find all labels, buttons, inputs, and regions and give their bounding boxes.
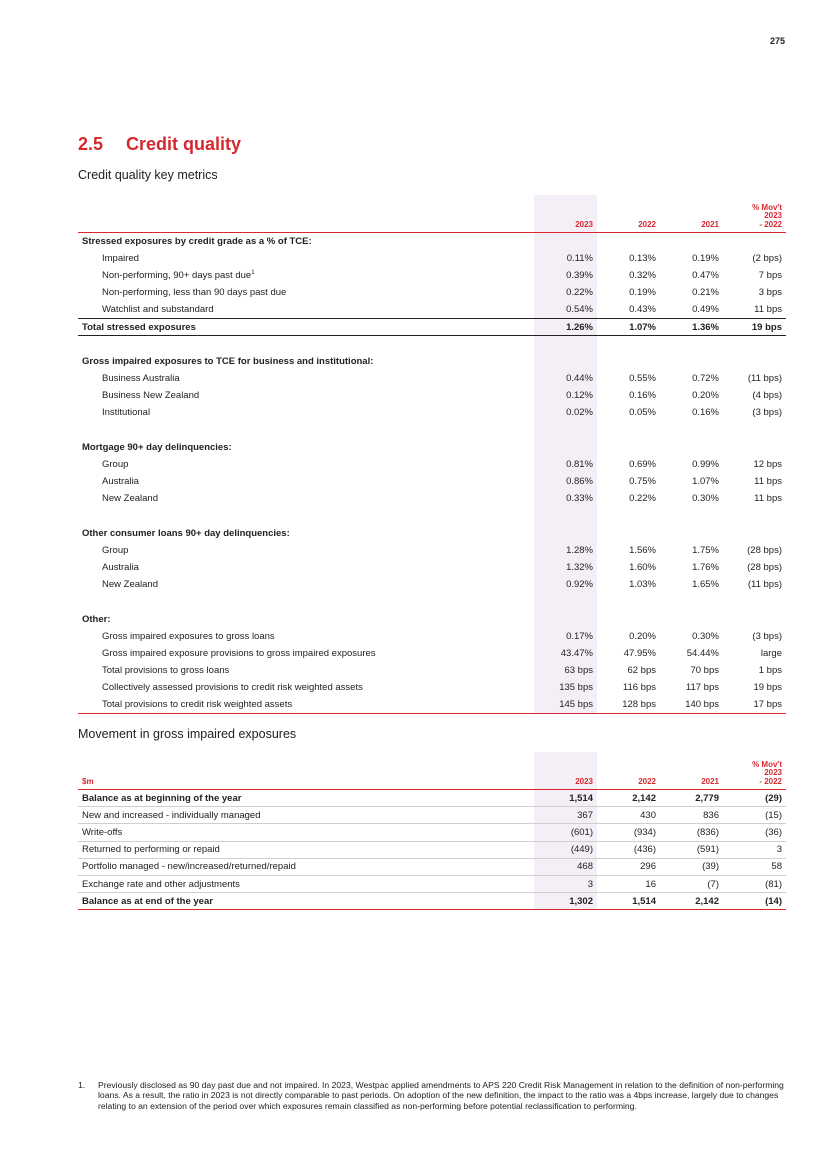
value-2022: (436) bbox=[597, 841, 660, 858]
empty-cell bbox=[597, 525, 660, 542]
header-2022: 2022 bbox=[597, 752, 660, 790]
value-movement: (28 bps) bbox=[747, 544, 782, 556]
table-row bbox=[78, 267, 786, 284]
table-row bbox=[78, 473, 786, 490]
value-2023: 135 bps bbox=[534, 679, 597, 696]
row-label: Balance as at end of the year bbox=[78, 893, 534, 910]
value-movement: (15) bbox=[723, 807, 786, 824]
table-row bbox=[78, 284, 786, 301]
row-label: Institutional bbox=[102, 407, 151, 419]
empty-cell bbox=[660, 439, 723, 456]
value-movement: (28 bps) bbox=[747, 562, 782, 574]
row-label: Business New Zealand bbox=[102, 390, 200, 402]
empty-cell bbox=[597, 593, 660, 610]
value-2022: 2,142 bbox=[597, 790, 660, 807]
empty-cell bbox=[534, 233, 597, 250]
value-2022: 0.22% bbox=[629, 493, 656, 505]
value-movement: 12 bps bbox=[753, 459, 782, 471]
closing-balance-row bbox=[78, 893, 786, 910]
empty-cell bbox=[534, 422, 597, 439]
empty-cell bbox=[534, 508, 597, 525]
table-row bbox=[78, 370, 786, 387]
empty-cell bbox=[723, 525, 786, 542]
spacer-row bbox=[78, 593, 786, 610]
empty-cell bbox=[597, 336, 660, 353]
empty-cell bbox=[78, 508, 534, 525]
value-movement: 11 bps bbox=[754, 476, 782, 488]
value-2022: 0.55% bbox=[629, 373, 656, 385]
group-heading: Mortgage 90+ day delinquencies: bbox=[82, 441, 232, 453]
value-movement: 17 bps bbox=[723, 697, 786, 714]
value-2023: 0.86% bbox=[534, 473, 597, 490]
value-2021: 0.19% bbox=[692, 252, 719, 264]
value-2021: (836) bbox=[660, 824, 723, 841]
row-label: Watchlist and substandard bbox=[102, 304, 214, 316]
value-2021: 70 bps bbox=[690, 665, 719, 677]
value-2021: 1.36% bbox=[660, 318, 723, 335]
value-2023: (601) bbox=[534, 824, 597, 841]
value-2021: 0.30% bbox=[692, 630, 719, 642]
value-2021: 0.47% bbox=[692, 269, 719, 281]
value-2021: 2,779 bbox=[660, 790, 723, 807]
empty-cell bbox=[534, 336, 597, 353]
table-row bbox=[78, 456, 786, 473]
empty-cell bbox=[534, 439, 597, 456]
row-label: Collectively assessed provisions to credit risk weighted assets bbox=[102, 682, 363, 694]
value-2022: 62 bps bbox=[627, 665, 656, 677]
value-2022: 16 bbox=[597, 875, 660, 892]
table-row bbox=[78, 387, 786, 404]
header-2021: 2021 bbox=[660, 752, 723, 790]
empty-cell bbox=[660, 336, 723, 353]
value-movement: (11 bps) bbox=[747, 579, 782, 591]
table-row bbox=[78, 250, 786, 267]
empty-cell bbox=[723, 422, 786, 439]
value-movement: 19 bps bbox=[753, 682, 782, 694]
empty-cell bbox=[660, 611, 723, 628]
value-movement: (2 bps) bbox=[752, 252, 782, 264]
value-2021: 0.20% bbox=[692, 390, 719, 402]
value-2023: 367 bbox=[534, 807, 597, 824]
total-row bbox=[78, 318, 786, 335]
empty-cell bbox=[723, 353, 786, 370]
value-2023: 1,302 bbox=[534, 893, 597, 910]
value-2021: 1.76% bbox=[692, 562, 719, 574]
header-2021: 2021 bbox=[660, 195, 723, 233]
value-2023: 468 bbox=[534, 858, 597, 875]
group-heading-row bbox=[78, 233, 786, 250]
value-2022: 0.43% bbox=[629, 304, 656, 316]
section-number: 2.5 bbox=[78, 134, 104, 154]
value-movement: (36) bbox=[723, 824, 786, 841]
value-movement: 19 bps bbox=[723, 318, 786, 335]
value-2023: 1.32% bbox=[534, 559, 597, 576]
footnote-number: 1. bbox=[78, 1080, 86, 1090]
section-title bbox=[78, 134, 241, 155]
value-2022: 0.16% bbox=[629, 390, 656, 402]
value-2022: 1.56% bbox=[629, 544, 656, 556]
value-movement: (11 bps) bbox=[747, 373, 782, 385]
value-2022: 0.69% bbox=[629, 459, 656, 471]
value-movement: (3 bps) bbox=[752, 407, 782, 419]
value-2022: 0.32% bbox=[629, 269, 656, 281]
value-2023: 0.81% bbox=[534, 456, 597, 473]
value-2023: 63 bps bbox=[534, 662, 597, 679]
value-2022: 1.60% bbox=[629, 562, 656, 574]
table-row bbox=[78, 858, 786, 875]
value-movement: 11 bps bbox=[754, 304, 782, 316]
table-row bbox=[78, 542, 786, 559]
group-heading-row bbox=[78, 439, 786, 456]
value-2021: 0.99% bbox=[692, 459, 719, 471]
group-heading-row bbox=[78, 353, 786, 370]
row-label-text: Non-performing, 90+ days past due bbox=[102, 269, 252, 281]
row-label: Australia bbox=[102, 476, 139, 488]
impaired-movement-table bbox=[78, 752, 786, 910]
empty-cell bbox=[723, 439, 786, 456]
value-2022: 0.13% bbox=[629, 252, 656, 264]
footnote-text: Previously disclosed as 90 day past due and not impaired. In 2023, Westpac applied amendments to APS 220 Credit Risk Management in relation to the definition of non-performing loans. As a result, the ratio in 2023 is not directly comparable to past periods. On adoption of the new definition, the impact to the ratio was a 4bps increase, largely due to changes relating to an extension of the period over which exposures remain classified as non-performing before potential reclassification to performing. bbox=[98, 1080, 784, 1111]
row-label: Non-performing, less than 90 days past due bbox=[102, 287, 287, 299]
empty-cell bbox=[78, 422, 534, 439]
empty-cell bbox=[660, 593, 723, 610]
value-2023: 0.12% bbox=[534, 387, 597, 404]
value-2023: 3 bbox=[534, 875, 597, 892]
empty-cell bbox=[660, 525, 723, 542]
value-2023: 0.11% bbox=[534, 250, 597, 267]
group-heading: Other consumer loans 90+ day delinquencies: bbox=[82, 527, 290, 539]
empty-cell bbox=[534, 611, 597, 628]
table-row bbox=[78, 697, 786, 714]
table-row bbox=[78, 875, 786, 892]
value-2023: 0.17% bbox=[534, 628, 597, 645]
empty-cell bbox=[723, 233, 786, 250]
value-movement: (4 bps) bbox=[752, 390, 782, 402]
value-2021: 0.16% bbox=[692, 407, 719, 419]
value-2023: 1.26% bbox=[534, 318, 597, 335]
row-label: Total provisions to gross loans bbox=[102, 665, 230, 677]
value-2023: 0.44% bbox=[534, 370, 597, 387]
row-label: Australia bbox=[102, 562, 139, 574]
empty-cell bbox=[723, 611, 786, 628]
row-label: Group bbox=[102, 459, 129, 471]
value-movement: 1 bps bbox=[758, 665, 782, 677]
value-2021: 117 bps bbox=[685, 682, 719, 694]
value-2022: 0.75% bbox=[629, 476, 656, 488]
row-label: Impaired bbox=[102, 252, 139, 264]
empty-cell bbox=[660, 422, 723, 439]
row-label bbox=[78, 267, 534, 284]
value-2021: 836 bbox=[660, 807, 723, 824]
value-2021: (7) bbox=[660, 875, 723, 892]
table-row bbox=[78, 645, 786, 662]
empty-cell bbox=[660, 508, 723, 525]
value-2022: 0.05% bbox=[629, 407, 656, 419]
value-2022: 128 bps bbox=[597, 697, 660, 714]
value-movement: (3 bps) bbox=[752, 630, 782, 642]
row-label: Total stressed exposures bbox=[78, 318, 534, 335]
empty-cell bbox=[534, 525, 597, 542]
header-2023: 2023 bbox=[534, 195, 597, 233]
table-row bbox=[78, 559, 786, 576]
value-2022: 116 bps bbox=[622, 682, 656, 694]
value-2021: 0.21% bbox=[692, 287, 719, 299]
value-2022: 47.95% bbox=[623, 648, 656, 660]
empty-cell bbox=[597, 233, 660, 250]
value-2023: 0.92% bbox=[534, 576, 597, 593]
header-label bbox=[78, 195, 534, 233]
value-2023: 1.28% bbox=[534, 542, 597, 559]
value-2023: 0.54% bbox=[534, 301, 597, 318]
row-label: New Zealand bbox=[102, 493, 158, 505]
header-unit: $m bbox=[78, 752, 534, 790]
value-2021: 1.65% bbox=[692, 579, 719, 591]
value-2022: 296 bbox=[597, 858, 660, 875]
empty-cell bbox=[660, 233, 723, 250]
value-2021: 1.75% bbox=[692, 544, 719, 556]
value-2023: 0.33% bbox=[534, 490, 597, 507]
table-row bbox=[78, 679, 786, 696]
value-movement: 58 bbox=[723, 858, 786, 875]
empty-cell bbox=[597, 508, 660, 525]
row-label: Business Australia bbox=[102, 373, 180, 385]
value-2022: 0.20% bbox=[629, 630, 656, 642]
table1-title: Credit quality key metrics bbox=[78, 168, 218, 182]
empty-cell bbox=[597, 422, 660, 439]
row-label: Group bbox=[102, 544, 129, 556]
table2-title: Movement in gross impaired exposures bbox=[78, 727, 297, 741]
empty-cell bbox=[597, 353, 660, 370]
row-label: Exchange rate and other adjustments bbox=[78, 875, 534, 892]
value-movement: (29) bbox=[723, 790, 786, 807]
table-header-row bbox=[78, 195, 786, 233]
value-2023: 0.39% bbox=[534, 267, 597, 284]
group-heading: Other: bbox=[82, 613, 111, 625]
value-2021: (39) bbox=[660, 858, 723, 875]
value-2023: 0.22% bbox=[534, 284, 597, 301]
value-2023: 1,514 bbox=[534, 790, 597, 807]
empty-cell bbox=[660, 353, 723, 370]
empty-cell bbox=[78, 336, 534, 353]
empty-cell bbox=[78, 593, 534, 610]
table-row bbox=[78, 807, 786, 824]
table-row bbox=[78, 628, 786, 645]
value-2021: 140 bps bbox=[660, 697, 723, 714]
table-header-row bbox=[78, 752, 786, 790]
value-2023: (449) bbox=[534, 841, 597, 858]
table-row bbox=[78, 841, 786, 858]
spacer-row bbox=[78, 508, 786, 525]
value-2021: (591) bbox=[660, 841, 723, 858]
spacer-row bbox=[78, 422, 786, 439]
footnote bbox=[78, 1080, 786, 1111]
value-2022: 1.07% bbox=[597, 318, 660, 335]
footnote-ref: 1 bbox=[251, 269, 255, 276]
value-2023: 0.02% bbox=[534, 404, 597, 421]
value-movement: (81) bbox=[723, 875, 786, 892]
row-label: Write-offs bbox=[78, 824, 534, 841]
value-2023: 145 bps bbox=[534, 697, 597, 714]
row-label: Total provisions to credit risk weighted assets bbox=[78, 697, 534, 714]
empty-cell bbox=[534, 353, 597, 370]
row-label: Balance as at beginning of the year bbox=[78, 790, 534, 807]
value-movement: 11 bps bbox=[754, 493, 782, 505]
group-heading: Gross impaired exposures to TCE for business and institutional: bbox=[82, 355, 374, 367]
opening-balance-row bbox=[78, 790, 786, 807]
empty-cell bbox=[534, 593, 597, 610]
value-2022: 430 bbox=[597, 807, 660, 824]
page-number: 275 bbox=[769, 36, 785, 46]
group-heading-row bbox=[78, 611, 786, 628]
table-row bbox=[78, 490, 786, 507]
table-row bbox=[78, 404, 786, 421]
credit-quality-table bbox=[78, 195, 786, 714]
header-movement: % Mov't 2023 - 2022 bbox=[723, 752, 786, 790]
empty-cell bbox=[597, 611, 660, 628]
value-2021: 2,142 bbox=[660, 893, 723, 910]
value-movement: (14) bbox=[723, 893, 786, 910]
table-row bbox=[78, 301, 786, 318]
value-2021: 54.44% bbox=[686, 648, 719, 660]
value-2021: 0.30% bbox=[692, 493, 719, 505]
value-2021: 1.07% bbox=[692, 476, 719, 488]
row-label: Returned to performing or repaid bbox=[78, 841, 534, 858]
row-label: New and increased - individually managed bbox=[78, 807, 534, 824]
section-title-text: Credit quality bbox=[126, 134, 242, 154]
row-label: Gross impaired exposure provisions to gross impaired exposures bbox=[102, 648, 376, 660]
value-2022: 1,514 bbox=[597, 893, 660, 910]
empty-cell bbox=[723, 508, 786, 525]
value-movement: large bbox=[760, 648, 782, 660]
value-movement: 3 bps bbox=[758, 287, 782, 299]
value-2022: 1.03% bbox=[629, 579, 656, 591]
header-movement: % Mov't 2023 - 2022 bbox=[723, 195, 786, 233]
row-label: Gross impaired exposures to gross loans bbox=[102, 630, 275, 642]
table-row bbox=[78, 824, 786, 841]
spacer-row bbox=[78, 336, 786, 353]
table-row bbox=[78, 576, 786, 593]
value-2022: 0.19% bbox=[629, 287, 656, 299]
group-heading: Stressed exposures by credit grade as a % of TCE: bbox=[82, 235, 312, 247]
value-movement: 7 bps bbox=[758, 269, 782, 281]
value-2021: 0.49% bbox=[692, 304, 719, 316]
row-label: Portfolio managed - new/increased/returned/repaid bbox=[78, 858, 534, 875]
value-2021: 0.72% bbox=[692, 373, 719, 385]
empty-cell bbox=[723, 593, 786, 610]
empty-cell bbox=[723, 336, 786, 353]
empty-cell bbox=[597, 439, 660, 456]
value-2023: 43.47% bbox=[534, 645, 597, 662]
table-row bbox=[78, 662, 786, 679]
header-2023: 2023 bbox=[534, 752, 597, 790]
value-movement: 3 bbox=[723, 841, 786, 858]
row-label: New Zealand bbox=[102, 579, 158, 591]
header-2022: 2022 bbox=[597, 195, 660, 233]
group-heading-row bbox=[78, 525, 786, 542]
value-2022: (934) bbox=[597, 824, 660, 841]
